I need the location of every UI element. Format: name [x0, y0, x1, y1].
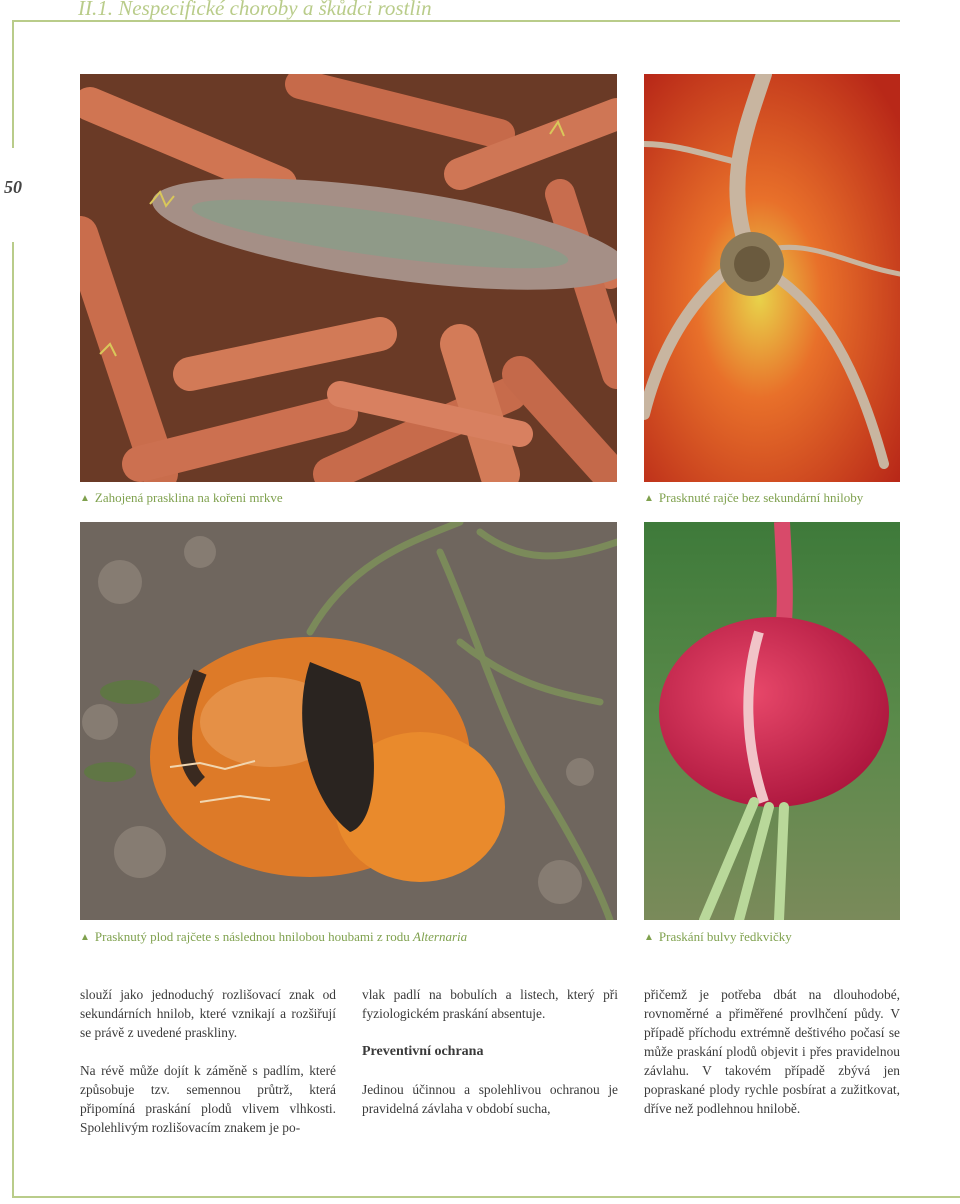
text-column-3: [644, 985, 900, 1137]
caption-carrot-text: Zahojená prasklina na kořeni mrkve: [94, 490, 283, 505]
caption-tomato-rot-text: Prasknutý plod rajčete s následnou hnilobou houbami z rodu: [94, 929, 413, 944]
paragraph: slouží jako jednoduchý rozlišovací znak od sekundárních hnilob, které vznikají a rozšiřují se právě z uvedené praskliny.: [80, 987, 336, 1040]
triangle-bullet-icon: ▲: [644, 493, 654, 504]
text-column-1: [80, 985, 336, 1156]
caption-tomato-text: Prasknuté rajče bez sekundární hniloby: [658, 490, 864, 505]
photo-carrot-crack: [80, 74, 617, 482]
photo-tomato-rot: [80, 522, 617, 920]
caption-radish: [644, 929, 792, 945]
section-heading: Preventivní ochrana: [362, 1044, 484, 1059]
triangle-bullet-icon: ▲: [80, 493, 90, 504]
page-number: 50: [4, 177, 22, 197]
caption-tomato: [644, 490, 863, 506]
triangle-bullet-icon: ▲: [644, 932, 654, 943]
left-rule-bottom: [12, 242, 14, 1198]
photo-tomato-crack: [644, 74, 900, 482]
caption-carrot: [80, 490, 283, 506]
paragraph: Jedinou účinnou a spolehlivou ochranou je pravidelná závlaha v období sucha,: [362, 1082, 618, 1116]
left-rule-top: [12, 20, 14, 148]
caption-tomato-rot: [80, 929, 467, 945]
paragraph: přičemž je potřeba dbát na dlouhodobé, rovnoměrné a přiměřené provlhčení půdy. V případě příchodu extrémně deštivého počasí se může praskání plodů objevit i přes pravidelnou závlahu. V takovém případě zbývá jen popraskané plody rychle posbírat a zužitkovat, dříve než podlehnou hnilobě.: [644, 987, 900, 1116]
caption-genus: Alternaria: [413, 929, 468, 944]
top-rule: [12, 20, 900, 22]
chapter-title: II.1. Nespecifické choroby a škůdci rostlin: [78, 0, 432, 20]
caption-radish-text: Praskání bulvy ředkvičky: [658, 929, 792, 944]
paragraph: Na révě může dojít k záměně s padlím, které způsobuje tzv. semennou průtrž, která připomíná praskání plodů vlivem vlhkosti. Spolehlivým rozlišovacím znakem je po-: [80, 1063, 336, 1135]
triangle-bullet-icon: ▲: [80, 932, 90, 943]
photo-radish-crack: [644, 522, 900, 920]
paragraph: vlak padlí na bobulích a listech, který při fyziologickém praskání absentuje.: [362, 987, 618, 1021]
bottom-rule: [12, 1196, 960, 1198]
text-column-2: [362, 985, 618, 1137]
